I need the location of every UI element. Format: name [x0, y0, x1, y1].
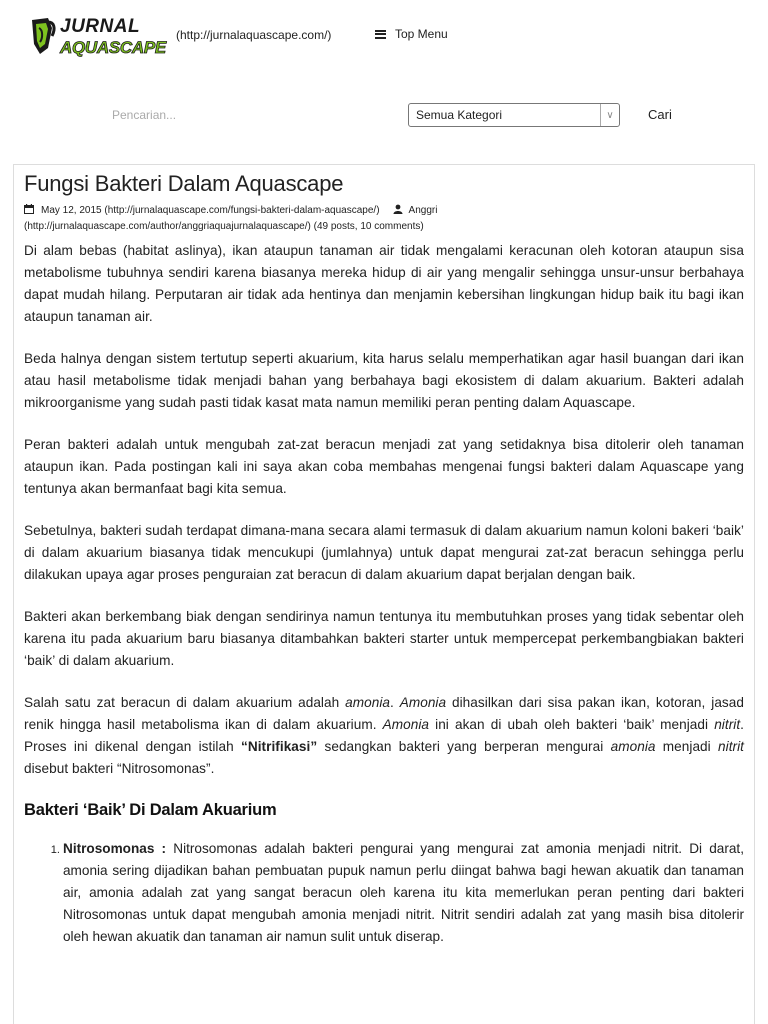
user-icon [393, 204, 403, 214]
site-header [0, 0, 768, 160]
paragraph [24, 692, 744, 780]
list-item-term: Nitrosomonas : [63, 841, 167, 856]
paragraph: Peran bakteri adalah untuk mengubah zat-zat beracun menjadi zat yang setidaknya bisa ditolerir oleh tanaman ataupun ikan. Pada postingan kali ini saya akan coba membahas mengenai fungsi bakteri dalam Aquascape yang tentunya akan bermanfaat bagi kita semua. [24, 437, 744, 496]
author-counts: (49 posts, 10 comments) [313, 221, 424, 232]
article-card [13, 164, 755, 1024]
paragraph: Di alam bebas (habitat aslinya), ikan ataupun tanaman air tidak mengalami keracunan oleh kotoran ataupun sisa metabolisme tubuhnya sendiri karena biasanya mereka hidup di air yang mengalir sehingga unsur-unsur berbahaya dapat mudah hilang. Perputaran air tidak ada hentinya dan menjamin kebersihan lingkungan hidup baik itu bagi ikan ataupun tanaman air. [24, 243, 744, 324]
article-content [24, 240, 744, 948]
site-url[interactable]: (http://jurnalaquascape.com/) [176, 28, 332, 42]
article-title: Fungsi Bakteri Dalam Aquascape [24, 171, 344, 196]
category-select[interactable] [408, 103, 620, 127]
emphasis: amonia [610, 739, 656, 754]
text-run: disebut bakteri “Nitrosomonas”. [24, 761, 215, 776]
post-date[interactable]: May 12, 2015 [41, 205, 102, 216]
top-menu-label: Top Menu [395, 27, 448, 41]
text-run: . [390, 695, 400, 710]
site-logo[interactable] [30, 14, 172, 58]
post-url[interactable]: (http://jurnalaquascape.com/fungsi-bakteri-dalam-aquascape/) [104, 205, 380, 216]
paragraph: Bakteri akan berkembang biak dengan sendirinya namun tentunya itu membutuhkan proses yang tidak sebentar oleh karena itu pada akuarium baru biasanya ditambahkan bakteri starter untuk mempercepat perkembangbiakan bakteri ‘baik’ di dalam akuarium. [24, 609, 744, 668]
logo-text-top: JURNAL [60, 16, 141, 37]
text-run: . Proses ini dikenal dengan istilah [24, 717, 744, 754]
paragraph: Sebetulnya, bakteri sudah terdapat dimana-mana secara alami termasuk di dalam akuarium namun koloni bakeri ‘baik’ di dalam akuarium biasanya tidak mencukupi (jumlahnya) untuk dapat mengurai zat-zat beracun sehingga perlu dilakukan upaya agar proses penguraian zat beracun di dalam akuarium dapat berjalan dengan baik. [24, 523, 744, 582]
top-menu-button[interactable] [375, 27, 448, 41]
bacteria-list [63, 838, 744, 948]
text-run: menjadi [655, 739, 719, 754]
emphasis: nitrit [714, 717, 741, 732]
text-run: sedangkan bakteri yang berperan mengurai [317, 739, 611, 754]
emphasis: Amonia [399, 695, 447, 710]
text-run: ini akan di ubah oleh bakteri ‘baik’ menjadi [429, 717, 715, 732]
section-heading: Bakteri ‘Baik’ Di Dalam Akuarium [24, 801, 277, 819]
emphasis: nitrit [718, 739, 745, 754]
author-url[interactable]: (http://jurnalaquascape.com/author/anggriaquajurnalaquascape/) [24, 221, 311, 232]
strong-term: “Nitrifikasi” [241, 739, 318, 754]
hamburger-icon [375, 30, 386, 39]
search-input[interactable] [104, 103, 374, 127]
emphasis: Amonia [382, 717, 430, 732]
calendar-icon [24, 204, 34, 214]
paragraph: Beda halnya dengan sistem tertutup seperti akuarium, kita harus selalu memperhatikan agar hasil buangan dari ikan atau hasil metabolisme tidak menjadi bahan yang berbahaya bagi ekosistem di dalam akuarium. Bakteri adalah mikroorganisme yang sudah pasti tidak kasat mata namun memiliki peran penting dalam Aquascape. [24, 351, 744, 410]
emphasis: amonia [345, 695, 390, 710]
list-item-text: Nitrosomonas adalah bakteri pengurai yang mengurai zat amonia menjadi nitrit. Di darat, amonia sering dijadikan bahan pembuatan pupuk namun perlu diingat bahwa bagi hewan akuatik dan tanaman air, amonia adalah zat yang sangat beracun oleh karena itu kita memerlukan peran penting dari bakteri Nitrosomonas untuk dapat mengubah amonia menjadi nitrit. Nitrit sendiri adalah zat yang masih bisa ditolerir oleh hewan akuatik dan tanaman air namun sulit untuk diserap. [63, 841, 744, 944]
text-run: dihasilkan dari sisa pakan ikan, kotoran, jasad renik hingga hasil metabolisma ikan di dalam akuarium. [24, 695, 745, 732]
logo-image [30, 14, 172, 58]
list-item [63, 838, 744, 948]
search-button[interactable]: Cari [640, 104, 680, 126]
category-select-value: Semua Kategori [416, 108, 503, 122]
post-author[interactable]: Anggri [408, 205, 438, 216]
logo-text-bottom: AQUASCAPE [60, 38, 166, 57]
chevron-down-icon: ∨ [600, 104, 619, 126]
article-meta [24, 203, 744, 235]
text-run: Salah satu zat beracun di dalam akuarium adalah [24, 695, 346, 710]
